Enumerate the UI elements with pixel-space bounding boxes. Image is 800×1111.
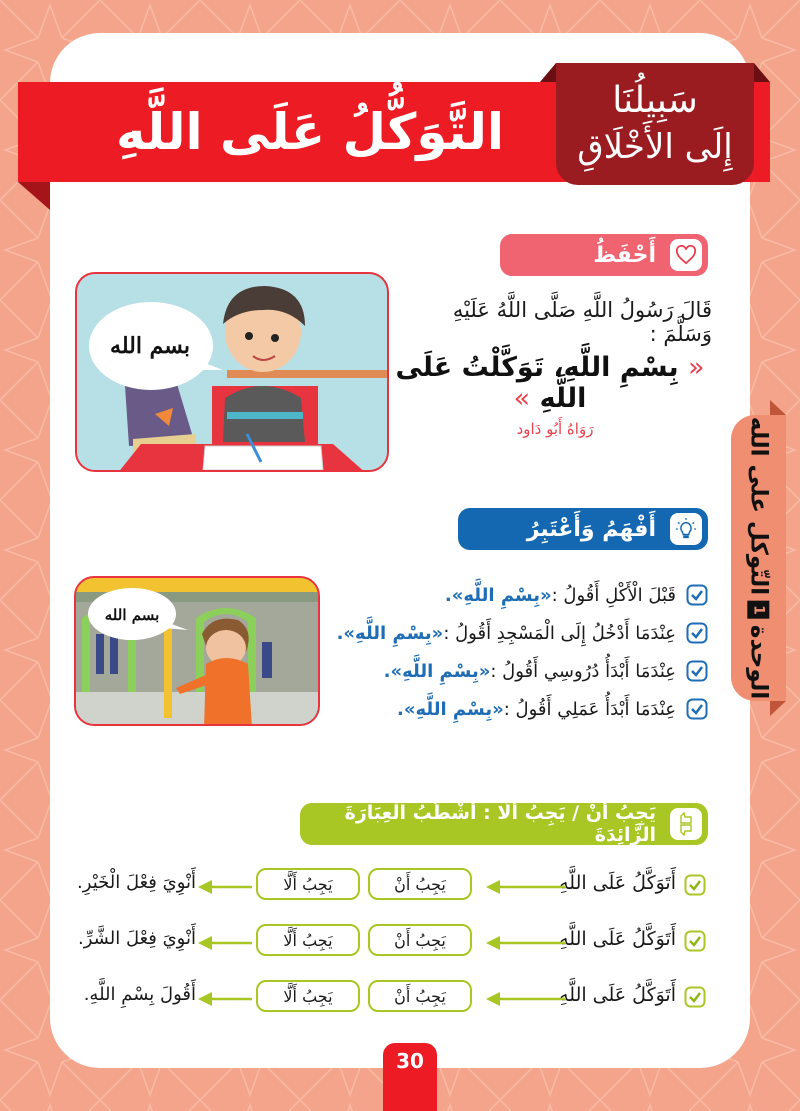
brand-line-2: إِلَى الأَخْلَاقِ bbox=[577, 127, 733, 167]
item-text: عِنْدَمَا أَبْدَأُ دُرُوسِي أَقُولُ : bbox=[490, 660, 676, 682]
exercise-rows bbox=[77, 862, 706, 1030]
checkbox-checked-icon bbox=[686, 698, 708, 720]
exercise-lead: أَتَوَكَّلُ عَلَى اللَّهِ bbox=[559, 984, 676, 1006]
list-item bbox=[370, 652, 708, 690]
hadith-intro: قَالَ رَسُولُ اللَّهِ صَلَّى اللَّهُ عَلَيْهِ وَسَلَّمَ : bbox=[452, 298, 712, 346]
arrow-left-icon bbox=[486, 936, 566, 950]
list-item bbox=[336, 614, 708, 652]
speech-bubble: بسم الله bbox=[91, 308, 209, 384]
exercise-row bbox=[78, 918, 706, 974]
checkbox-checked-icon bbox=[686, 584, 708, 606]
option-must-not[interactable]: يَجِبُ أَلَّا bbox=[256, 980, 360, 1012]
option-must[interactable]: يَجِبُ أَنْ bbox=[368, 868, 472, 900]
speech-bubble: بسم الله bbox=[90, 590, 174, 640]
item-say: «بِسْمِ اللَّهِ». bbox=[336, 622, 444, 644]
exercise-tail: أَنْوِيَ فِعْلَ الْخَيْرِ. bbox=[77, 872, 196, 893]
list-item bbox=[370, 690, 708, 728]
item-say: «بِسْمِ اللَّهِ». bbox=[397, 698, 504, 720]
list-item bbox=[370, 576, 708, 614]
arrow-left-icon bbox=[198, 992, 252, 1006]
unit-label: الوحدة bbox=[745, 624, 772, 700]
illustration-boy-mosque bbox=[74, 576, 320, 726]
illustration-boy-writing bbox=[75, 272, 389, 472]
section-header-understand bbox=[458, 508, 708, 550]
item-say: «بِسْمِ اللَّهِ». bbox=[444, 584, 552, 606]
item-text: قَبْلَ الْأَكْلِ أَقُولُ : bbox=[551, 584, 676, 606]
arrow-left-icon bbox=[486, 880, 566, 894]
section-header-memorize bbox=[500, 234, 708, 276]
arrow-left-icon bbox=[198, 936, 252, 950]
exercise-lead: أَتَوَكَّلُ عَلَى اللَّهِ bbox=[559, 872, 676, 894]
option-must[interactable]: يَجِبُ أَنْ bbox=[368, 980, 472, 1012]
checkbox-checked-icon bbox=[686, 622, 708, 644]
section-label: أَفْهَمُ وَأَعْتَبِرُ bbox=[526, 516, 656, 542]
brand-fold-right bbox=[754, 63, 770, 82]
checkbox-checked-icon[interactable] bbox=[684, 930, 706, 952]
side-tab-fold-bottom bbox=[770, 701, 786, 716]
option-must-not[interactable]: يَجِبُ أَلَّا bbox=[256, 924, 360, 956]
unit-title: التّوكل على الله bbox=[745, 416, 772, 596]
exercise-tail: أَقُولَ بِسْمِ اللَّهِ. bbox=[83, 984, 196, 1005]
checkbox-checked-icon bbox=[686, 660, 708, 682]
hadith-body: بِسْمِ اللَّهِ، تَوَكَّلْتُ عَلَى اللَّهِ bbox=[395, 352, 679, 414]
lightbulb-icon bbox=[670, 513, 702, 545]
ribbon-fold bbox=[18, 182, 50, 210]
arrow-left-icon bbox=[198, 880, 252, 894]
quote-open: « bbox=[688, 352, 705, 383]
brand-line-1: سَبِيلُنَا bbox=[612, 80, 698, 121]
heart-icon bbox=[670, 239, 702, 271]
brand-fold-left bbox=[540, 63, 556, 82]
understand-checklist bbox=[336, 576, 708, 728]
item-say: «بِسْمِ اللَّهِ». bbox=[383, 660, 491, 682]
unit-side-tab bbox=[731, 415, 786, 701]
section-label: يَجِبُ أَنْ / يَجِبُ أَلَّا : أَشْطُبُ الْعِبَارَةَ الزَّائِدَةَ bbox=[344, 802, 656, 846]
hadith-text bbox=[388, 352, 712, 414]
option-must-not[interactable]: يَجِبُ أَلَّا bbox=[256, 868, 360, 900]
section-header-exercise bbox=[300, 803, 708, 845]
item-text: عِنْدَمَا أَبْدَأُ عَمَلِي أَقُولُ : bbox=[503, 698, 676, 720]
item-text: عِنْدَمَا أَدْخُلُ إِلَى الْمَسْجِدِ أَقُولُ : bbox=[443, 622, 676, 644]
arrow-left-icon bbox=[486, 992, 566, 1006]
page-title: التَّوَكُّلُ عَلَى اللَّهِ bbox=[116, 103, 504, 161]
quote-close: » bbox=[513, 383, 531, 414]
exercise-row bbox=[77, 862, 706, 918]
unit-number: 1 bbox=[748, 601, 770, 619]
exercise-lead: أَتَوَكَّلُ عَلَى اللَّهِ bbox=[559, 928, 676, 950]
hadith-source: رَوَاهُ أَبُو دَاود bbox=[516, 420, 594, 438]
checkbox-checked-icon[interactable] bbox=[684, 874, 706, 896]
option-must[interactable]: يَجِبُ أَنْ bbox=[368, 924, 472, 956]
page-number: 30 bbox=[383, 1043, 437, 1111]
exercise-tail: أَنْوِيَ فِعْلَ الشَّرِّ. bbox=[78, 928, 196, 949]
thumbs-up-down-icon bbox=[670, 808, 702, 840]
exercise-row bbox=[83, 974, 706, 1030]
side-tab-fold-top bbox=[770, 400, 786, 415]
series-brand bbox=[556, 63, 754, 185]
checkbox-checked-icon[interactable] bbox=[684, 986, 706, 1008]
section-label: أَحْفَظُ bbox=[593, 242, 656, 268]
